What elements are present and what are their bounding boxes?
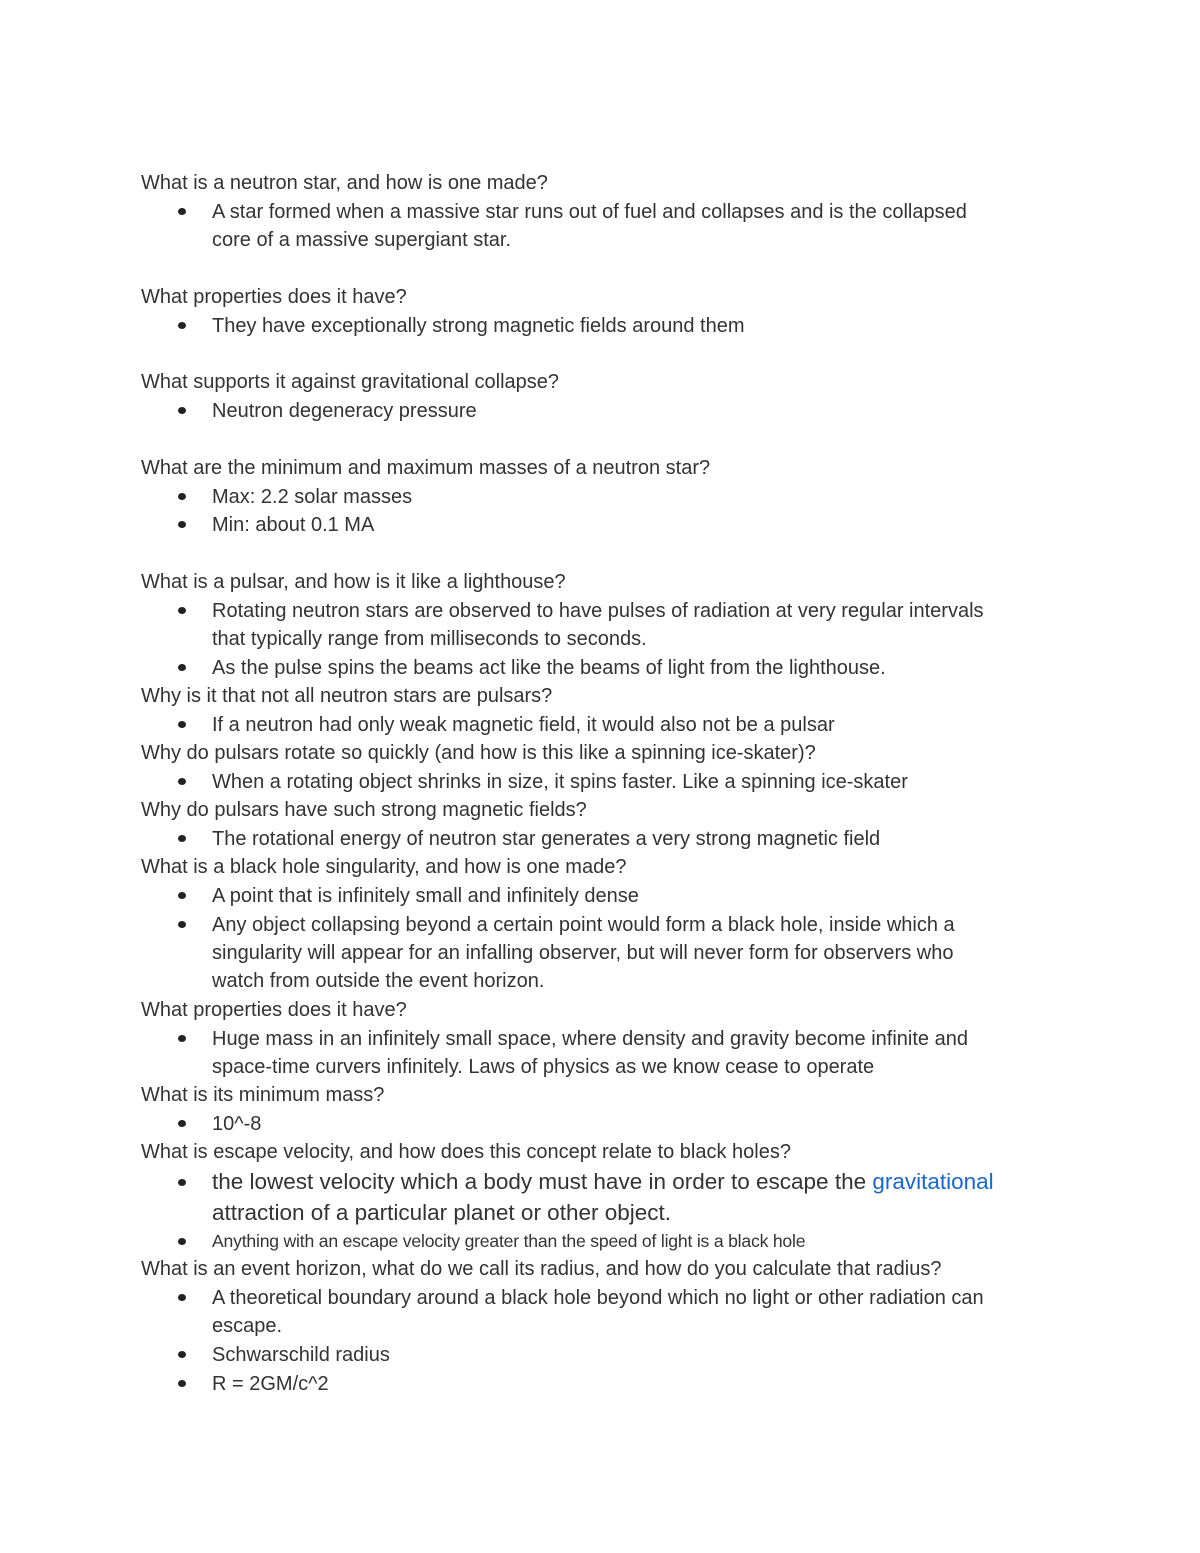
answer-line: A point that is infinitely small and infinitely dense: [212, 885, 639, 907]
bullet-icon: [178, 892, 186, 899]
bullet-icon: [178, 921, 186, 928]
question-properties: What properties does it have?: [141, 286, 407, 308]
answer-line: Max: 2.2 solar masses: [212, 486, 413, 508]
answer-line: escape.: [212, 1315, 283, 1337]
answer-line: A theoretical boundary around a black hole beyond which no light or other radiation can: [212, 1287, 984, 1309]
question-escape-velocity: What is escape velocity, and how does this concept relate to black holes?: [141, 1141, 791, 1163]
question-neutron-star: What is a neutron star, and how is one made?: [141, 172, 548, 194]
question-masses: What are the minimum and maximum masses of a neutron star?: [141, 457, 711, 479]
bullet-icon: [178, 1035, 186, 1042]
answer-line: As the pulse spins the beams act like the beams of light from the lighthouse.: [212, 657, 886, 679]
bullet-icon: [178, 1120, 186, 1127]
answer-line: Huge mass in an infinitely small space, where density and gravity become infinite and: [212, 1028, 968, 1050]
answer-line: Schwarschild radius: [212, 1344, 390, 1366]
bullet-icon: [178, 1179, 186, 1186]
answer-line: Anything with an escape velocity greater than the speed of light is a black hole: [212, 1231, 806, 1251]
bullet-icon: [178, 778, 186, 785]
bullet-icon: [178, 835, 186, 842]
answer-line: When a rotating object shrinks in size, it spins faster. Like a spinning ice-skater: [212, 771, 908, 793]
bullet-icon: [178, 721, 186, 728]
bullet-icon: [178, 322, 186, 329]
bullet-icon: [178, 1351, 186, 1358]
answer-line: space-time curvers infinitely. Laws of physics as we know cease to operate: [212, 1056, 875, 1078]
bullet-icon: [178, 493, 186, 500]
bullet-icon: [178, 521, 186, 528]
bullet-icon: [178, 407, 186, 414]
answer-line: Rotating neutron stars are observed to have pulses of radiation at very regular intervals: [212, 600, 984, 622]
bullet-icon: [178, 607, 186, 614]
answer-line: If a neutron had only weak magnetic field, it would also not be a pulsar: [212, 714, 835, 736]
answer-line: core of a massive supergiant star.: [212, 229, 512, 251]
question-singularity: What is a black hole singularity, and how is one made?: [141, 856, 627, 878]
bullet-icon: [178, 1380, 186, 1387]
bullet-icon: [178, 664, 186, 671]
answer-text: the lowest velocity which a body must have in order to escape the: [212, 1169, 873, 1194]
answer-line: R = 2GM/c^2: [212, 1373, 329, 1395]
answer-line: Any object collapsing beyond a certain point would form a black hole, inside which a: [212, 914, 955, 936]
question-rotate-quickly: Why do pulsars rotate so quickly (and how is this like a spinning ice-skater)?: [141, 742, 816, 764]
question-pulsar: What is a pulsar, and how is it like a lighthouse?: [141, 571, 566, 593]
answer-line: singularity will appear for an infalling observer, but will never form for observers who: [212, 942, 954, 964]
question-not-all-pulsars: Why is it that not all neutron stars are pulsars?: [141, 685, 553, 707]
answer-line: Neutron degeneracy pressure: [212, 400, 477, 422]
question-minimum-mass: What is its minimum mass?: [141, 1084, 385, 1106]
answer-line: watch from outside the event horizon.: [212, 970, 545, 992]
answer-line: They have exceptionally strong magnetic fields around them: [212, 315, 745, 337]
question-magnetic-fields: Why do pulsars have such strong magnetic fields?: [141, 799, 587, 821]
bullet-icon: [178, 1238, 186, 1245]
bullet-icon: [178, 1294, 186, 1301]
bullet-icon: [178, 208, 186, 215]
answer-line: Min: about 0.1 MA: [212, 514, 375, 536]
question-event-horizon: What is an event horizon, what do we call its radius, and how do you calculate that radius?: [141, 1258, 942, 1280]
question-supports: What supports it against gravitational collapse?: [141, 371, 560, 393]
answer-line: attraction of a particular planet or other object.: [212, 1200, 672, 1225]
answer-line: 10^-8: [212, 1113, 262, 1135]
answer-line: The rotational energy of neutron star generates a very strong magnetic field: [212, 828, 881, 850]
question-properties-black-hole: What properties does it have?: [141, 999, 407, 1021]
answer-line: that typically range from milliseconds to seconds.: [212, 628, 647, 650]
answer-line: [212, 1167, 994, 1197]
answer-line: A star formed when a massive star runs out of fuel and collapses and is the collapsed: [212, 201, 967, 223]
gravitational-link[interactable]: gravitational: [872, 1169, 994, 1194]
